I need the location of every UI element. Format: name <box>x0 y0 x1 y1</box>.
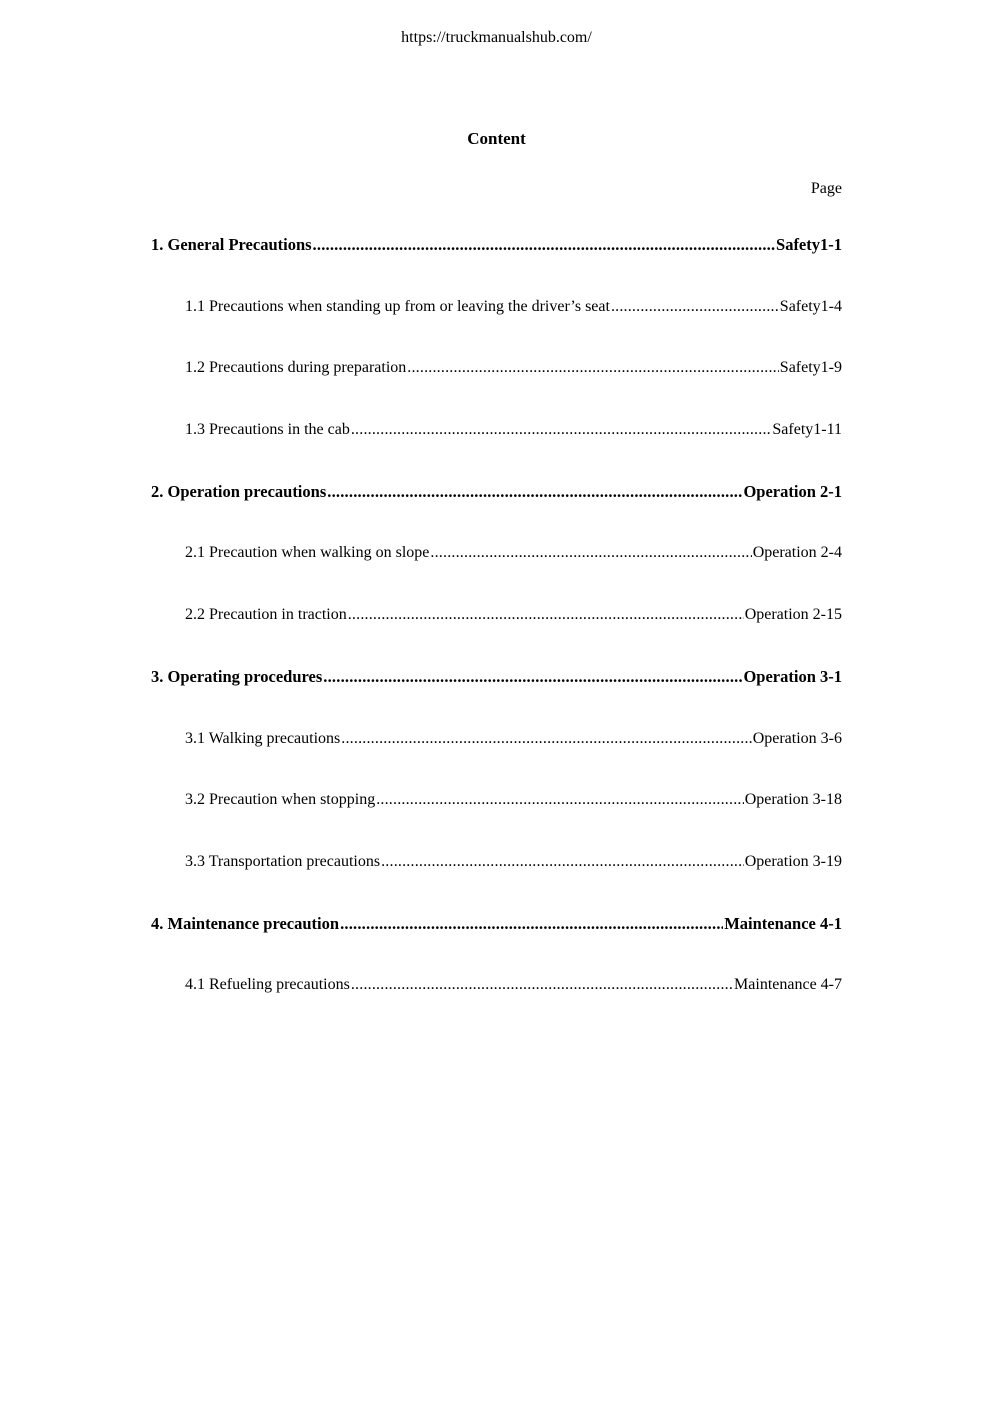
toc-entry[interactable] <box>151 911 842 973</box>
toc-entry-label: 2. Operation precautions <box>151 481 327 501</box>
toc-entry-label: 1.1 Precautions when standing up from or leaving the driver’s seat <box>185 297 610 315</box>
toc-entry[interactable] <box>151 972 842 1034</box>
toc-entry-label: 1. General Precautions <box>151 235 312 254</box>
page-column-label: Page <box>810 180 842 197</box>
dot-leader <box>323 664 742 690</box>
toc-entry-page: Maintenance 4-1 <box>724 913 842 933</box>
toc-entry[interactable] <box>151 664 842 726</box>
page-title: Content <box>467 129 526 148</box>
toc-entry-page: Safety1-1 <box>776 235 842 254</box>
dot-leader <box>341 726 751 752</box>
toc-entry[interactable] <box>151 232 842 294</box>
dot-leader <box>351 417 772 443</box>
toc-entry-label: 3.2 Precaution when stopping <box>185 791 376 809</box>
dot-leader <box>430 540 751 566</box>
toc-entry-page: Safety1-4 <box>779 297 842 315</box>
dot-leader <box>381 849 744 875</box>
toc-entry-label: 4. Maintenance precaution <box>151 913 340 933</box>
dot-leader <box>376 787 743 813</box>
toc-entry-label: 3.1 Walking precautions <box>185 729 341 747</box>
toc-entry[interactable] <box>151 787 842 849</box>
toc-entry-page: Operation 3-1 <box>743 666 842 686</box>
toc-entry[interactable] <box>151 294 842 356</box>
toc-entry[interactable] <box>151 540 842 602</box>
toc-entry-label: 1.3 Precautions in the cab <box>185 421 350 439</box>
toc-entry-page: Maintenance 4-7 <box>734 976 842 994</box>
toc-entry[interactable] <box>151 849 842 911</box>
toc-entry-page: Operation 2-4 <box>752 544 842 562</box>
toc-entry-page: Operation 2-15 <box>744 606 842 624</box>
toc-entry-page: Operation 3-6 <box>752 729 842 747</box>
toc-entry[interactable] <box>151 479 842 541</box>
dot-leader <box>611 294 779 320</box>
toc-entry-page: Safety1-11 <box>772 421 842 439</box>
dot-leader <box>340 911 723 937</box>
toc-entry-page: Safety1-9 <box>779 359 842 377</box>
toc-entry[interactable] <box>151 726 842 788</box>
toc-entry[interactable] <box>151 602 842 664</box>
toc-entry[interactable] <box>151 417 842 479</box>
dot-leader <box>348 602 744 628</box>
dot-leader <box>351 972 733 998</box>
toc-entry-page: Operation 3-18 <box>744 791 842 809</box>
toc-entry-label: 1.2 Precautions during preparation <box>185 359 407 377</box>
dot-leader <box>327 479 742 505</box>
toc-entry-label: 2.2 Precaution in traction <box>185 606 347 624</box>
table-of-contents <box>151 232 842 1034</box>
dot-leader <box>407 355 779 381</box>
toc-entry-label: 3. Operating procedures <box>151 666 323 686</box>
toc-entry-page: Operation 3-19 <box>744 852 842 870</box>
toc-entry-label: 2.1 Precaution when walking on slope <box>185 544 430 562</box>
header-url: https://truckmanualshub.com/ <box>401 29 592 46</box>
toc-entry-label: 4.1 Refueling precautions <box>185 976 350 994</box>
toc-entry-page: Operation 2-1 <box>743 481 842 501</box>
toc-entry[interactable] <box>151 355 842 417</box>
dot-leader <box>313 232 775 258</box>
toc-entry-label: 3.3 Transportation precautions <box>185 852 381 870</box>
